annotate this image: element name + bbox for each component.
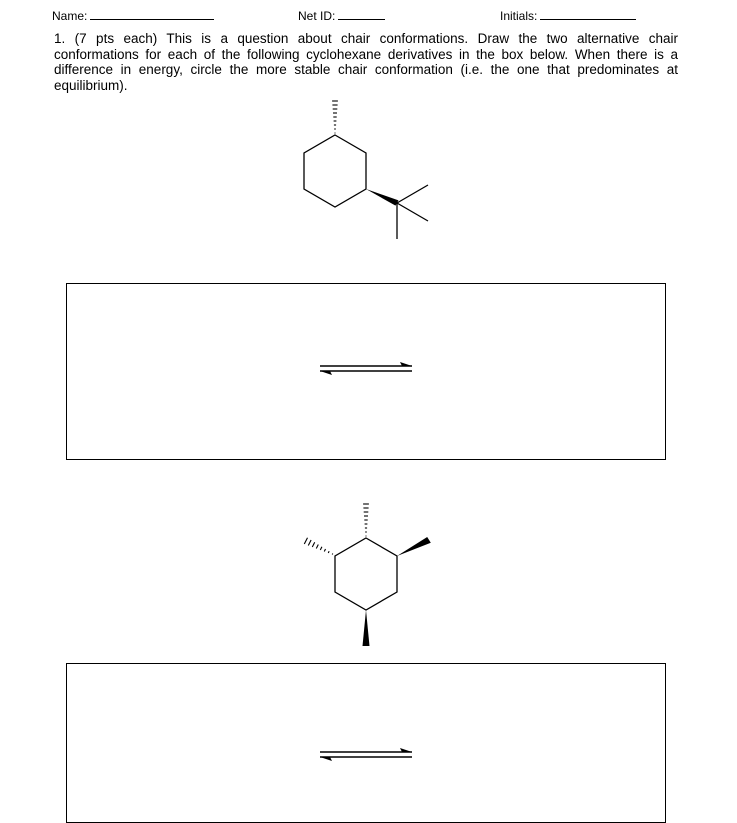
answer-box-2[interactable] xyxy=(66,663,666,823)
molecule-2-wedge-bond-right xyxy=(397,537,431,556)
netid-label: Net ID: xyxy=(298,9,335,23)
question-text: 1. (7 pts each) This is a question about chair conformations. Draw the two alternative chair conformations for each of the following cyclohexane derivatives in the box below. When there is a difference in energy, circle the more stable chair conformation (i.e. the one that predominates at equilibrium). xyxy=(54,31,678,93)
molecule-2-hashed-bond-top xyxy=(363,504,369,536)
molecule-2-hashed-bond-left xyxy=(304,538,332,555)
equilibrium-arrow-2 xyxy=(316,748,416,762)
molecule-2-wedge-bond-bottom xyxy=(363,610,370,646)
name-label: Name: xyxy=(52,9,87,23)
initials-label: Initials: xyxy=(500,9,537,23)
molecule-2-ring xyxy=(335,538,397,610)
